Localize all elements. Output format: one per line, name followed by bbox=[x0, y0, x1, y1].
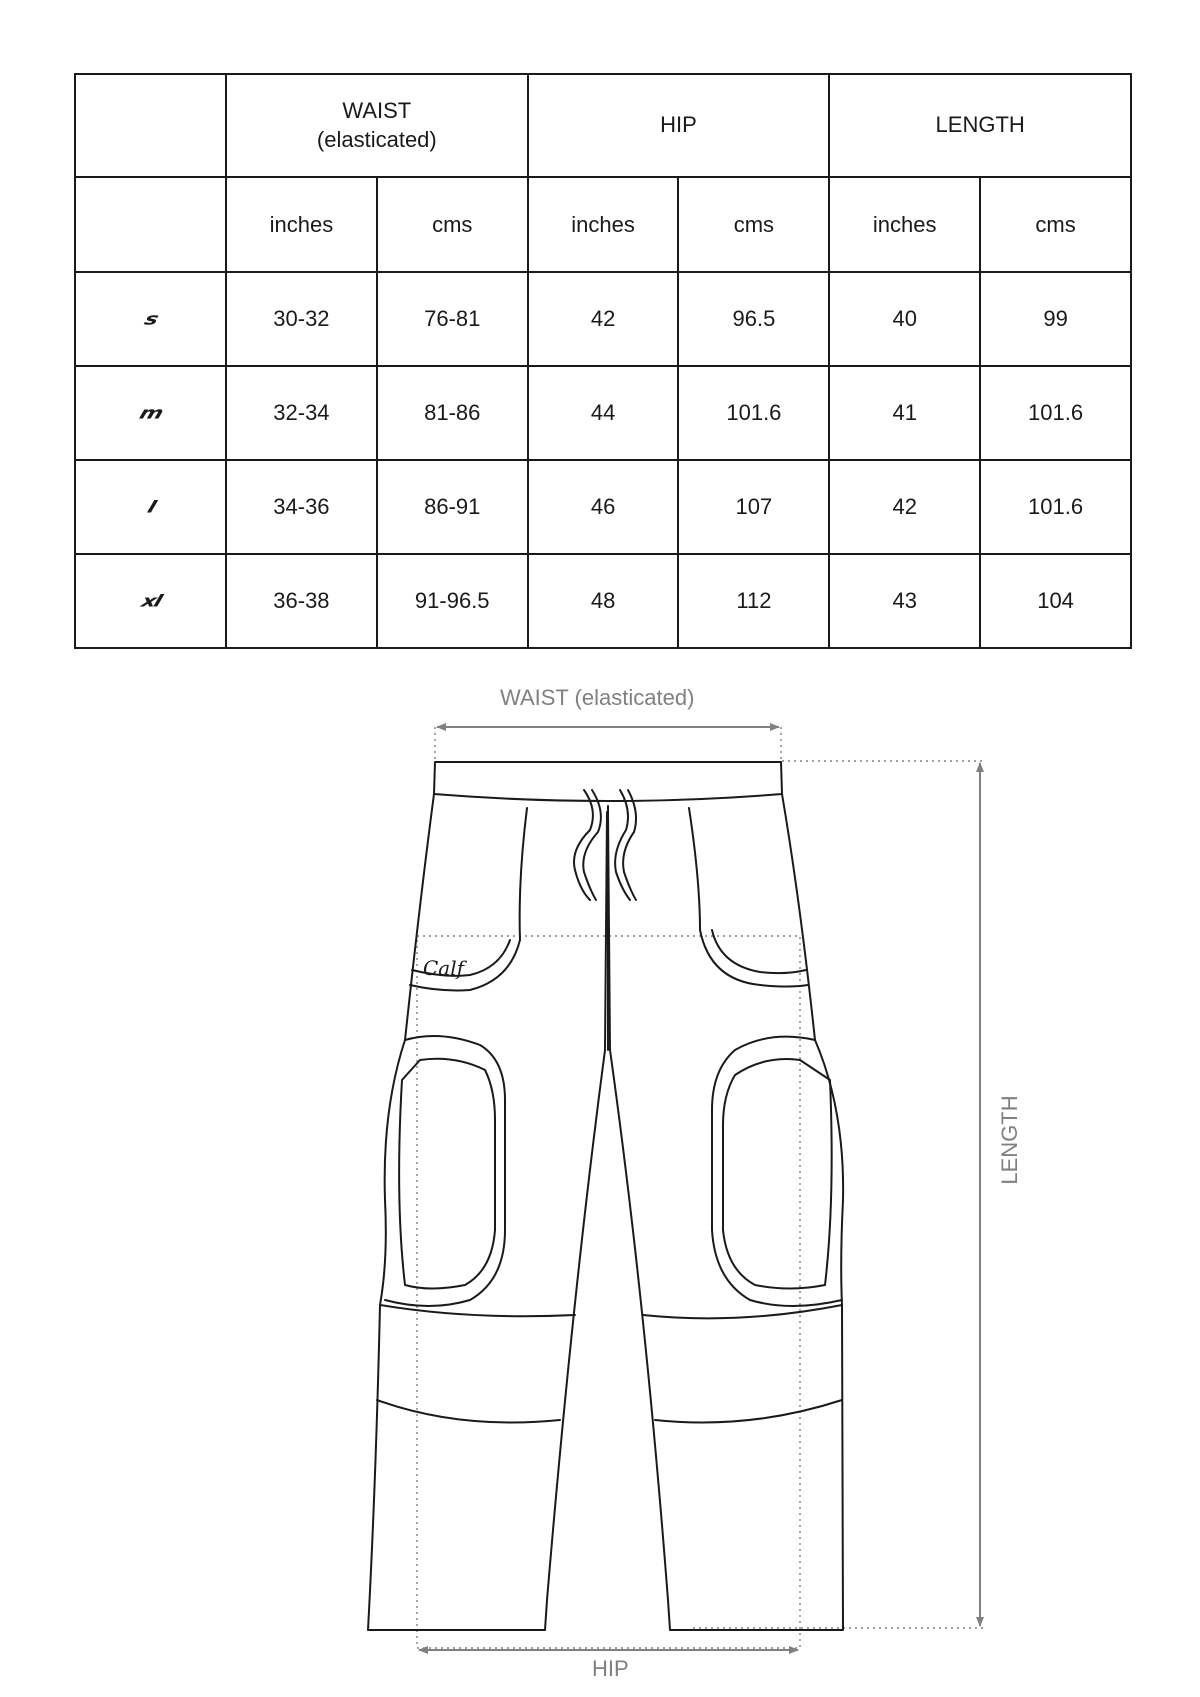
left-drawstring-2 bbox=[583, 790, 601, 900]
table-cell: 36-38 bbox=[226, 554, 377, 648]
right-knee-seam-lower bbox=[655, 1400, 842, 1423]
size-label-cell bbox=[75, 554, 226, 648]
table-cell: 76-81 bbox=[377, 272, 528, 366]
left-drawstring bbox=[574, 790, 593, 900]
dimension-arrows bbox=[419, 727, 980, 1650]
pants-outline bbox=[368, 762, 843, 1630]
left-knee-pad-inner bbox=[399, 1059, 495, 1289]
header-row bbox=[75, 74, 1131, 177]
table-cell: 44 bbox=[528, 366, 679, 460]
waist-header-subtitle: (elasticated) bbox=[316, 126, 437, 152]
table-row bbox=[75, 366, 1131, 460]
right-knee-pad bbox=[712, 1037, 842, 1306]
length-header: LENGTH bbox=[829, 74, 1131, 177]
size-l-glyph: l bbox=[144, 498, 157, 517]
table-cell: 81-86 bbox=[377, 366, 528, 460]
right-knee-seam-upper bbox=[643, 1305, 842, 1318]
waist-dimension-label: WAIST (elasticated) bbox=[500, 685, 695, 710]
size-label-cell bbox=[75, 460, 226, 554]
table-cell: 101.6 bbox=[678, 366, 829, 460]
hip-header: HIP bbox=[528, 74, 830, 177]
table-cell: 32-34 bbox=[226, 366, 377, 460]
right-drawstring bbox=[615, 790, 630, 900]
right-knee-pad-inner bbox=[723, 1059, 832, 1289]
unit-cell: cms bbox=[377, 177, 528, 272]
table-cell: 101.6 bbox=[980, 460, 1131, 554]
left-leg-outer bbox=[368, 794, 607, 1630]
dimension-guides bbox=[417, 727, 983, 1648]
units-row bbox=[75, 177, 1131, 272]
left-pocket-inner bbox=[412, 940, 510, 976]
hip-guide-box bbox=[417, 936, 800, 1648]
size-m-glyph: m bbox=[136, 404, 165, 423]
table-cell: 30-32 bbox=[226, 272, 377, 366]
table-row bbox=[75, 554, 1131, 648]
unit-cell: inches bbox=[829, 177, 980, 272]
left-knee-pad bbox=[385, 1036, 505, 1306]
waist-header-title: WAIST bbox=[342, 97, 412, 123]
corner-cell bbox=[75, 74, 226, 177]
left-pocket-slant bbox=[410, 808, 527, 990]
table-cell: 99 bbox=[980, 272, 1131, 366]
calf-logo: Calf bbox=[423, 956, 465, 980]
table-cell: 40 bbox=[829, 272, 980, 366]
table-cell: 101.6 bbox=[980, 366, 1131, 460]
table-cell: 34-36 bbox=[226, 460, 377, 554]
table-cell: 42 bbox=[528, 272, 679, 366]
units-corner-cell bbox=[75, 177, 226, 272]
right-pocket-inner bbox=[712, 930, 806, 973]
waistband bbox=[434, 762, 782, 801]
table-cell: 104 bbox=[980, 554, 1131, 648]
left-knee-seam-lower bbox=[377, 1400, 560, 1423]
table-cell: 107 bbox=[678, 460, 829, 554]
size-s-glyph: s bbox=[141, 310, 160, 329]
table-cell: 46 bbox=[528, 460, 679, 554]
size-chart-table bbox=[74, 73, 1132, 649]
size-label-cell bbox=[75, 272, 226, 366]
table-cell: 48 bbox=[528, 554, 679, 648]
right-leg-outer bbox=[608, 794, 843, 1630]
length-dimension-label: LENGTH bbox=[997, 1095, 1022, 1185]
size-xl-glyph: xl bbox=[138, 592, 163, 611]
table-cell: 96.5 bbox=[678, 272, 829, 366]
left-knee-seam-upper bbox=[380, 1305, 575, 1316]
right-pocket-slant bbox=[689, 808, 808, 987]
table-row bbox=[75, 272, 1131, 366]
hip-dimension-label: HIP bbox=[592, 1656, 629, 1681]
waist-header bbox=[226, 74, 528, 177]
table-cell: 112 bbox=[678, 554, 829, 648]
table-cell: 43 bbox=[829, 554, 980, 648]
table-cell: 41 bbox=[829, 366, 980, 460]
unit-cell: cms bbox=[678, 177, 829, 272]
table-cell: 86-91 bbox=[377, 460, 528, 554]
table-cell: 42 bbox=[829, 460, 980, 554]
table-cell: 91-96.5 bbox=[377, 554, 528, 648]
unit-cell: inches bbox=[226, 177, 377, 272]
unit-cell: inches bbox=[528, 177, 679, 272]
table-row bbox=[75, 460, 1131, 554]
right-drawstring-2 bbox=[623, 790, 636, 900]
size-label-cell bbox=[75, 366, 226, 460]
unit-cell: cms bbox=[980, 177, 1131, 272]
